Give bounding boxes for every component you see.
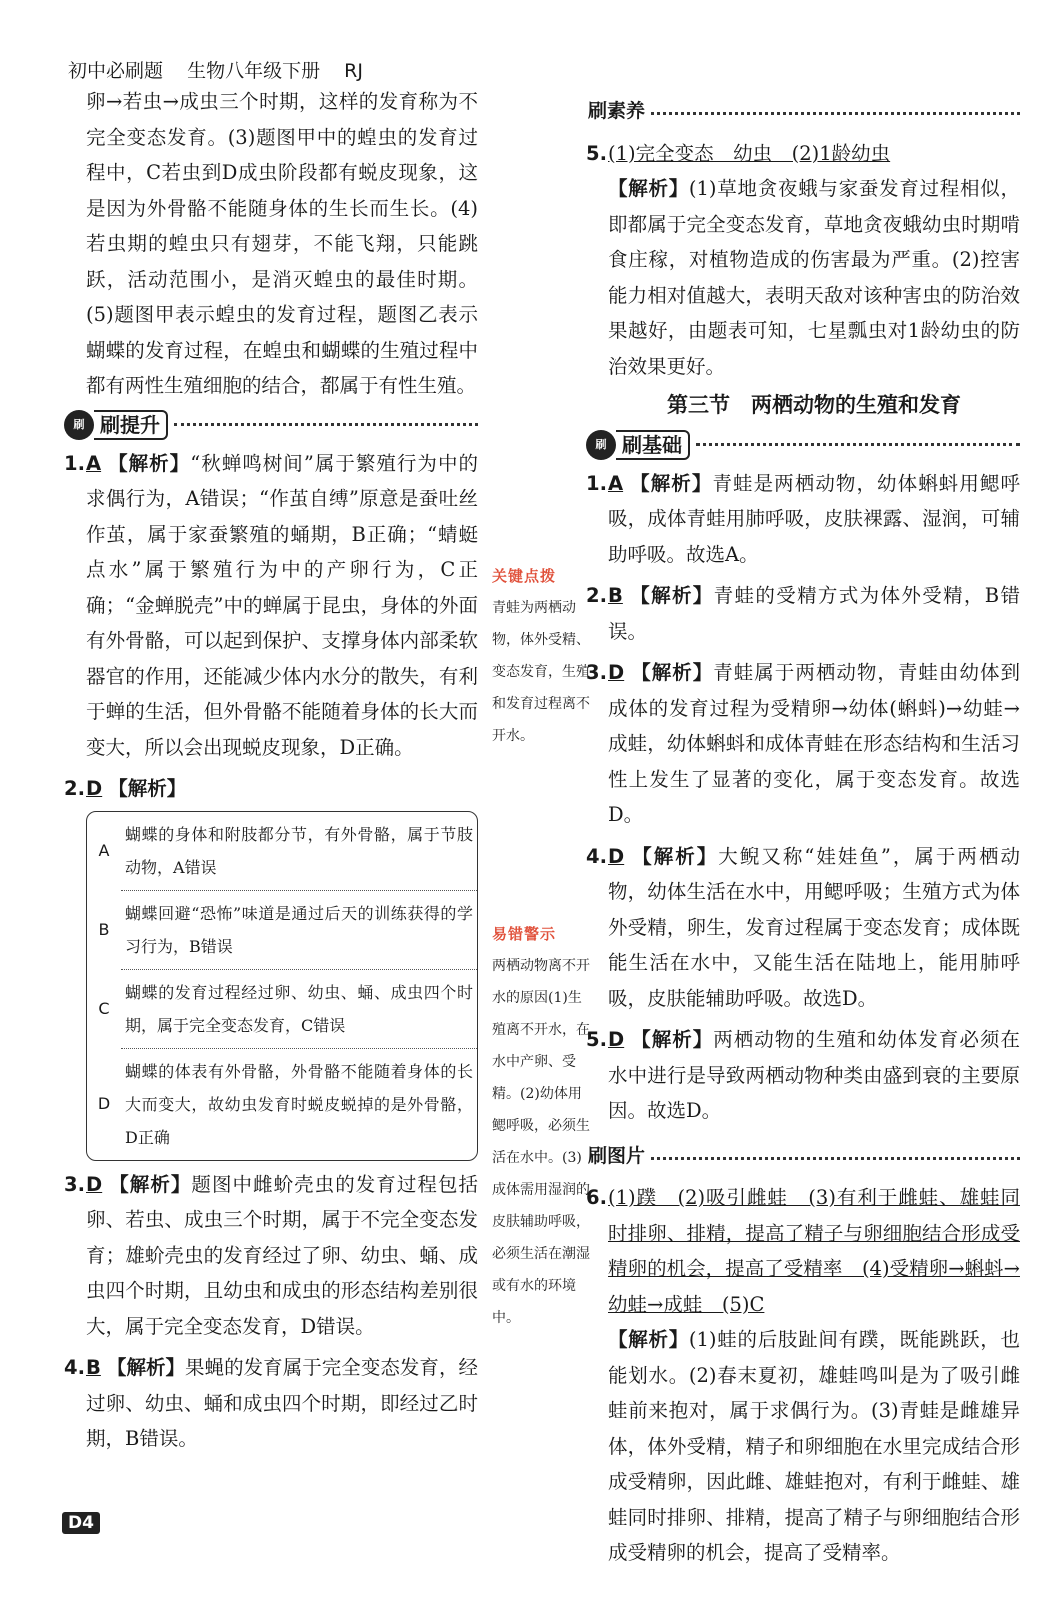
question-4: 4.B 【解析】果蝇的发育属于完全变态发育，经过卵、幼虫、蛹和成虫四个时期，即经过乙时期，B错误。: [64, 1356, 478, 1450]
question-2: 2.D 【解析】: [64, 777, 187, 800]
section-heading: 第三节 两栖动物的生殖和发育: [667, 393, 961, 417]
side-note-key-points: [492, 560, 592, 752]
subject-title: 生物八年级下册: [187, 60, 321, 82]
picture-question-6: 6.(1)蹼 (2)吸引雌蛙 (3)有利于雌蛙、雄蛙同时排卵、排精，提高了精子与卵细胞结合形成受精卵的机会，提高了受精率 (4)受精卵→蝌蚪→幼蛙→成蛙 (5)C 【解析】(1)蛙的后肢趾间有蹼，既能跳跃，也能划水。(2)春末夏初，雄蛙鸣叫是为了吸引雌蛙前来抱对，属于求偶行为。(3)青蛙是雌雄异体，体外受精，精子和卵细胞在水里完成结合形成受精卵，因此雌、雄蛙抱对，有利于雌蛙、雄蛙同时排卵、排精，提高了精子与卵细胞结合形成受精卵的机会，提高了受精率。: [586, 1186, 1020, 1564]
basic-question-2: 2.B 【解析】青蛙的受精方式为体外受精，B错误。: [586, 584, 1020, 643]
page-header: [68, 56, 381, 83]
table-row: A 蝴蝶的身体和附肢都分节，有外骨骼，属于节肢动物，A错误: [98, 824, 473, 877]
book-title: 初中必刷题: [68, 60, 164, 82]
side-note-text: 青蛙为两栖动物，体外受精、变态发育，生殖和发育过程离不开水。: [492, 600, 590, 744]
table-row: B 蝴蝶回避“恐怖”味道是通过后天的训练获得的学习行为，B错误: [87, 890, 477, 969]
table-row: D 蝴蝶的体表有外骨骼，外骨骼不能随着身体的长大而变大，故幼虫发育时蜕皮蜕掉的是外骨骼，D正确: [87, 1048, 477, 1160]
section-badge-tisheng: 刷 刷提升: [64, 410, 478, 440]
basic-question-1: 1.A 【解析】青蛙是两栖动物，幼体蝌蚪用鳃呼吸，成体青蛙用肺呼吸，皮肤裸露、湿润，可辅助呼吸。故选A。: [586, 471, 1020, 566]
question-3: 3.D 【解析】题图中雌蚧壳虫的发育过程包括卵、若虫、成虫三个时期，属于不完全变态发育；雄蚧壳虫的发育经过了卵、幼虫、蛹、成虫四个时期，且幼虫和成虫的形态结构差别很大，属于完全变态发育，D错误。: [64, 1172, 478, 1338]
basic-question-4: 4.D 【解析】大鲵又称“娃娃鱼”，属于两栖动物，幼体生活在水中，用鳃呼吸；生殖方式为体外受精，卵生，发育过程属于变态发育；成体既能生活在水中，又能生活在陆地上，能用肺呼吸，皮肤能辅助呼吸。故选D。: [586, 844, 1020, 1010]
basic-question-5: 5.D 【解析】两栖动物的生殖和幼体发育必须在水中进行是导致两栖动物种类由盛到衰的主要原因。故选D。: [586, 1028, 1020, 1122]
analysis-table: [86, 811, 478, 1161]
question-5-suyang: 5.(1)完全变态 幼虫 (2)1龄幼虫 【解析】(1)草地贪夜蛾与家蚕发育过程相似，即都属于完全变态发育，草地贪夜蛾幼虫时期啃食庄稼，对植物造成的伤害最为严重。(2)控害能力相对值越大，表明天敌对该种害虫的防治效果越好，由题表可知，七星瓢虫对1龄幼虫的防治效果更好。: [586, 141, 1020, 378]
table-row: C 蝴蝶的发育过程经过卵、幼虫、蛹、成虫四个时期，属于完全变态发育，C错误: [87, 969, 477, 1048]
question-1: 1.A 【解析】“秋蝉鸣树间”属于繁殖行为中的求偶行为，A错误；“作茧自缚”原意是蚕吐丝作茧，属于家蚕繁殖的蛹期，B正确；“蜻蜓点水”属于繁殖行为中的产卵行为，C正确；“金蝉脱壳”中的蝉属于昆虫，身体的外面有外骨骼，可以起到保护、支撑身体内部柔软器官的作用，还能减少体内水分的散失，有利于蝉的生活，但外骨骼不能随着身体的长大而变大，所以会出现蜕皮现象，D正确。: [64, 451, 478, 759]
edition-label: RJ: [344, 60, 363, 82]
section-tupian: 刷图片: [588, 1139, 1020, 1175]
basic-question-3: 3.D 【解析】青蛙属于两栖动物，青蛙由幼体到成体的发育过程为受精卵→幼体(蝌蚪)→幼蛙→成蛙，幼体蝌蚪和成体青蛙在形态结构和生活习性上发生了显著的变化，属于变态发育。故选D。: [586, 661, 1020, 826]
section-suyang: 刷素养: [588, 94, 1020, 130]
side-note-title: 易错警示: [492, 925, 557, 943]
brush-icon: 刷: [586, 430, 616, 460]
section-badge-jichu: 刷 刷基础: [586, 430, 1020, 460]
side-note-text: 两栖动物离不开水的原因(1)生殖离不开水，在水中产卵、受精。(2)幼体用鳃呼吸，必须生活在水中。(3)成体需用湿润的皮肤辅助呼吸，必须生活在潮湿或有水的环境中。: [492, 958, 590, 1326]
side-note-warning: [492, 918, 592, 1334]
left-column: [64, 84, 478, 1457]
page-number: D4: [62, 1512, 100, 1534]
brush-icon: 刷: [64, 410, 94, 440]
intro-paragraph: 卵→若虫→成虫三个时期，这样的发育称为不完全变态发育。(3)题图甲中的蝗虫的发育过程中，C若虫到D成虫阶段都有蜕皮现象，这是因为外骨骼不能随身体的生长而生长。(4)若虫期的蝗虫只有翅芽，不能飞翔，只能跳跃，活动范围小，是消灭蝗虫的最佳时期。(5)题图甲表示蝗虫的发育过程，题图乙表示蝴蝶的发育过程，在蝗虫和蝴蝶的生殖过程中都有两性生殖细胞的结合，都属于有性生殖。: [86, 90, 478, 397]
side-note-title: 关键点拨: [492, 567, 557, 585]
right-column: [586, 84, 1020, 1571]
